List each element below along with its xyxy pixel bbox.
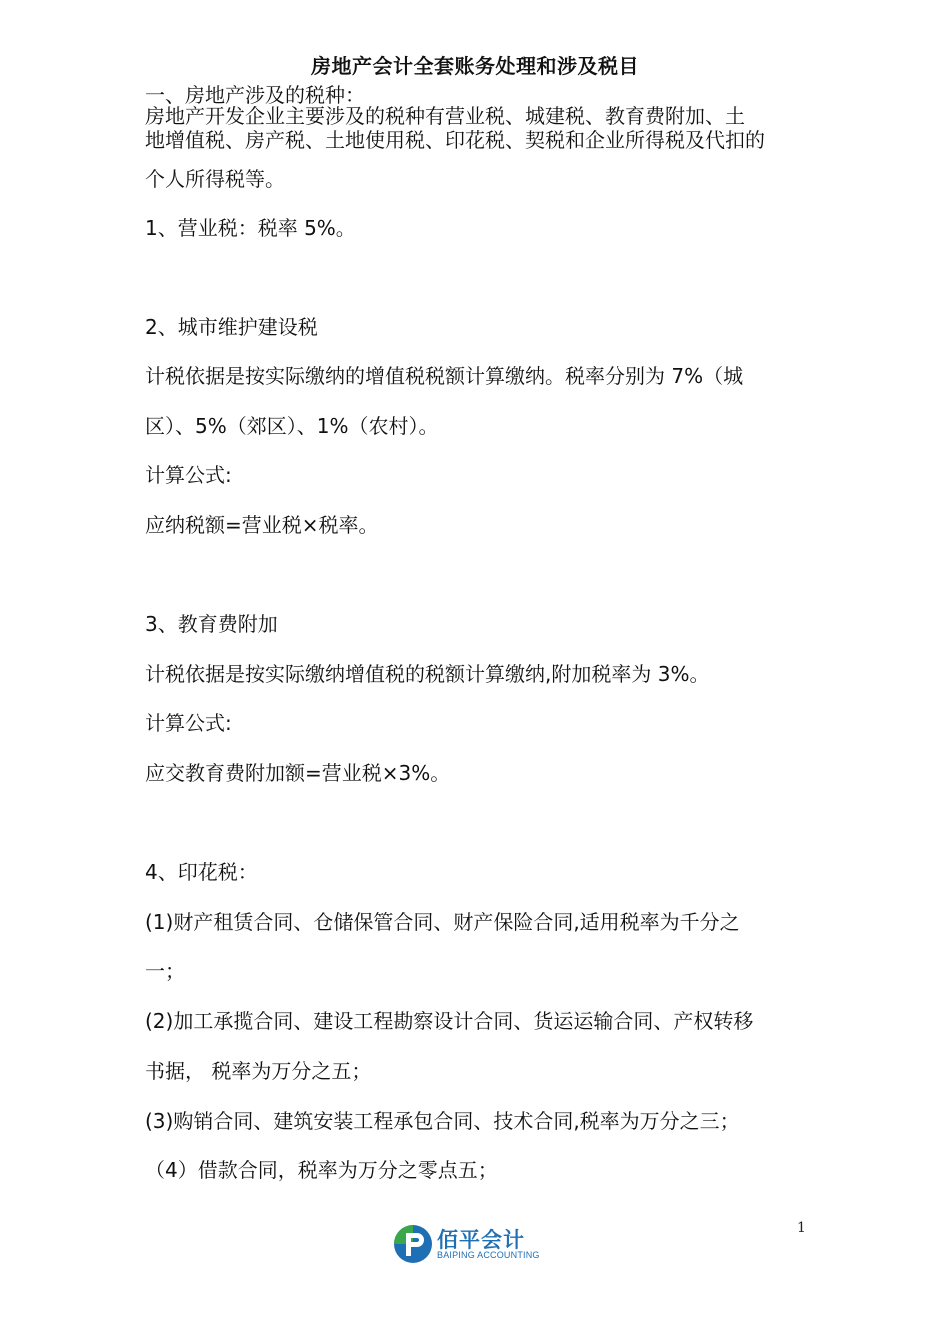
list-item-continuation: 书据， 税率为万分之五； xyxy=(145,1059,372,1083)
paragraph-line: 房地产开发企业主要涉及的税种有营业税、城建税、教育费附加、土 xyxy=(145,104,745,128)
section-heading: 一、房地产涉及的税种： xyxy=(145,83,365,107)
formula-line: 应交教育费附加额=营业税×3%。 xyxy=(145,761,451,785)
list-item: (1)财产租赁合同、仓储保管合同、财产保险合同,适用税率为千分之 xyxy=(145,910,740,934)
document-title: 房地产会计全套账务处理和涉及税目 xyxy=(311,54,639,78)
list-item-continuation: 一； xyxy=(145,959,185,983)
paragraph-line: 地增值税、房产税、土地使用税、印花税、契税和企业所得税及代扣的 xyxy=(145,128,765,152)
paragraph-line: 区）、5%（郊区）、1%（农村）。 xyxy=(145,414,439,438)
paragraph-line: 计税依据是按实际缴纳的增值税税额计算缴纳。税率分别为 7%（城 xyxy=(145,364,744,388)
paragraph-line: 计税依据是按实际缴纳增值税的税额计算缴纳,附加税率为 3%。 xyxy=(145,662,710,686)
logo-name-en: BAIPING ACCOUNTING xyxy=(437,1250,540,1260)
paragraph-line: 个人所得税等。 xyxy=(145,167,285,191)
baiping-logo-icon xyxy=(393,1224,433,1264)
formula-label: 计算公式: xyxy=(145,711,232,735)
list-item: （4）借款合同，税率为万分之零点五； xyxy=(145,1158,498,1182)
item-heading: 1、营业税：税率 5%。 xyxy=(145,216,356,240)
formula-label: 计算公式: xyxy=(145,463,232,487)
baiping-logo xyxy=(391,1222,540,1266)
item-heading: 3、教育费附加 xyxy=(145,612,278,636)
list-item: (2)加工承揽合同、建设工程勘察设计合同、货运运输合同、产权转移 xyxy=(145,1009,754,1033)
item-heading: 2、城市维护建设税 xyxy=(145,315,318,339)
logo-name-cn: 佰平会计 xyxy=(437,1228,525,1252)
item-heading: 4、印花税： xyxy=(145,860,258,884)
list-item: (3)购销合同、建筑安装工程承包合同、技术合同,税率为万分之三； xyxy=(145,1109,740,1133)
formula-line: 应纳税额=营业税×税率。 xyxy=(145,513,379,537)
page-number: 1 xyxy=(797,1220,806,1236)
